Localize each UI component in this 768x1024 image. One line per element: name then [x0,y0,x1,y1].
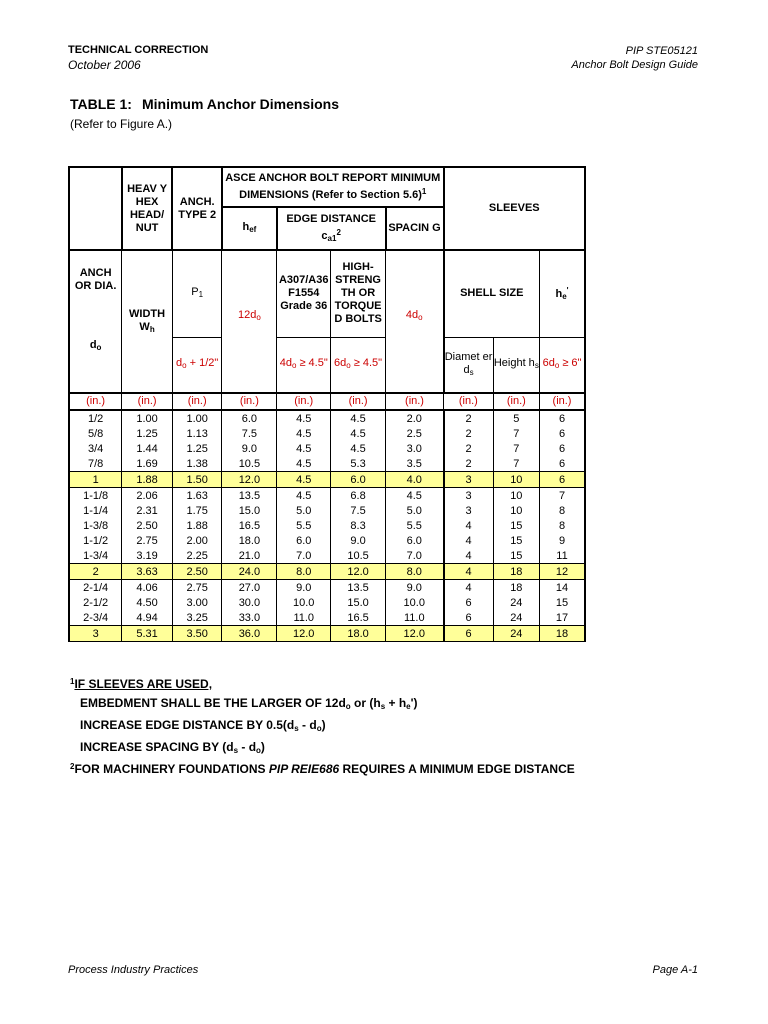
table-cell: 4.0 [386,472,444,488]
unit-cell: (in.) [277,393,331,410]
table-cell: 4.5 [277,456,331,472]
table-cell: 4.5 [277,472,331,488]
note2-reference: PIP REIE686 [268,762,340,776]
table-cell: 4.5 [386,488,444,504]
table-cell: 5.31 [122,626,173,642]
p1-symbol: P [191,286,199,299]
table-title-text: Minimum Anchor Dimensions [141,96,340,112]
header-doc-title: Anchor Bolt Design Guide [571,59,698,71]
table-cell: 4.5 [277,410,331,426]
header-hef [222,207,277,250]
table-row [69,626,585,642]
table-cell: 12.0 [331,564,386,580]
table-cell: 4.5 [331,441,386,456]
table-cell: 2.75 [122,533,173,548]
table-cell: 7 [493,456,539,472]
header-a307: A307/A36 F1554 Grade 36 [277,250,331,337]
anchor-dia-symbol: $d_o$ [89,339,102,352]
table-cell: 30.0 [222,595,277,610]
table-cell: 4 [444,518,494,533]
table-cell: 24 [493,610,539,626]
header-correction: TECHNICAL CORRECTION [68,44,209,56]
table-cell: 3.00 [172,595,222,610]
unit-cell: (in.) [386,393,444,410]
table-cell: 1.00 [172,410,222,426]
table-cell: 5.0 [386,503,444,518]
header-edge-distance [277,207,386,250]
table-cell: 15 [540,595,585,610]
table-cell: 1.69 [122,456,173,472]
table-cell: 4.50 [122,595,173,610]
table-row [69,518,585,533]
note2-text-end: REQUIRES A MINIMUM EDGE DISTANCE [339,762,575,776]
header-sleeves: SLEEVES [444,167,585,250]
table-cell: 1-1/2 [69,533,122,548]
table-cell: 4.5 [331,410,386,426]
table-cell: 1 [69,472,122,488]
table-cell: 15 [493,548,539,564]
table-cell: 21.0 [222,548,277,564]
note2-text: FOR MACHINERY FOUNDATIONS [74,762,269,776]
p1-sub: 1 [198,290,204,300]
table-cell: 1-1/8 [69,488,122,504]
table-cell: 18 [540,626,585,642]
table-cell: 15.0 [331,595,386,610]
table-cell: 11.0 [277,610,331,626]
table-cell: 13.5 [331,580,386,596]
table-cell: 1-3/8 [69,518,122,533]
table-cell: 6 [540,441,585,456]
unit-cell: (in.) [444,393,494,410]
table-cell: 10.0 [386,595,444,610]
unit-cell: (in.) [540,393,585,410]
table-cell: 24 [493,595,539,610]
table-cell: 7 [540,488,585,504]
table-cell: 3.5 [386,456,444,472]
unit-cell: (in.) [69,393,122,410]
footer-page: Page A-1 [652,964,698,976]
table-cell: 6 [540,456,585,472]
table-cell: 6 [444,626,494,642]
header-shell-size: SHELL SIZE [444,250,540,337]
header-anch-type: ANCH. TYPE 2 [172,167,222,250]
table-cell: 2.5 [386,426,444,441]
table-cell: 1.88 [122,472,173,488]
table-cell: 1-3/4 [69,548,122,564]
width-label: WIDTH [129,307,166,320]
header-he: $h_e'$ [540,250,585,337]
table-cell: 2.06 [122,488,173,504]
table-cell: 9.0 [222,441,277,456]
unit-cell: (in.) [122,393,173,410]
unit-cell: (in.) [331,393,386,410]
header-heavy-hex: HEAV Y HEX HEAD/ NUT [122,167,173,250]
table-cell: 1.88 [172,518,222,533]
table-row [69,472,585,488]
table-cell: 8.0 [386,564,444,580]
table-cell: 5.3 [331,456,386,472]
table-cell: 9 [540,533,585,548]
table-cell: 3.0 [386,441,444,456]
table-cell: 3/4 [69,441,122,456]
table-cell: 6.0 [331,472,386,488]
table-cell: 1.25 [172,441,222,456]
table-cell: 7.5 [331,503,386,518]
table-cell: 2.50 [172,564,222,580]
table-cell: 8 [540,518,585,533]
table-cell: 1.44 [122,441,173,456]
table-cell: 3 [444,472,494,488]
note1-embedment: EMBEDMENT SHALL BE THE LARGER OF $12d_o$ or $(h_s + h_e')$ [80,696,418,711]
table-cell: 4.94 [122,610,173,626]
table-cell: 1.63 [172,488,222,504]
table-cell: 3 [444,488,494,504]
table-cell: 9.0 [277,580,331,596]
table-cell: 2 [444,456,494,472]
table-cell: 7.0 [277,548,331,564]
table-row [69,564,585,580]
table-cell: 6.8 [331,488,386,504]
table-cell: 5.5 [386,518,444,533]
table-cell: 9.0 [386,580,444,596]
header-width [122,250,173,393]
table-cell: 1.38 [172,456,222,472]
table-cell: 18 [493,580,539,596]
table-cell: 7 [493,441,539,456]
table-cell: 24 [493,626,539,642]
table-cell: 2.25 [172,548,222,564]
unit-cell: (in.) [493,393,539,410]
header-p1 [172,250,222,337]
table-cell: 18.0 [222,533,277,548]
header-spacing: SPACIN G [386,207,444,250]
table-cell: 27.0 [222,580,277,596]
table-cell: 7 [493,426,539,441]
table-cell: 1.25 [122,426,173,441]
hef-symbol: h [242,221,250,233]
table-cell: 2.50 [122,518,173,533]
table-cell: 14 [540,580,585,596]
table-cell: 16.5 [331,610,386,626]
header-date: October 2006 [68,58,141,72]
table-number: TABLE 1: [70,96,132,112]
table-cell: 2 [444,426,494,441]
header-high-strength: HIGH- STRENG TH OR TORQUE D BOLTS [331,250,386,337]
table-row [69,548,585,564]
table-cell: 3.19 [122,548,173,564]
table-cell: 4 [444,580,494,596]
table-title [70,96,339,112]
table-cell: 6.0 [386,533,444,548]
table-cell: 5.0 [277,503,331,518]
table-cell: 4 [444,564,494,580]
table-cell: 6 [540,410,585,426]
table-cell: 11.0 [386,610,444,626]
header-height: Height $h_s$ [493,337,539,393]
table-cell: 24.0 [222,564,277,580]
table-cell: 2.0 [386,410,444,426]
table-cell: 12 [540,564,585,580]
header-asce-text: ASCE ANCHOR BOLT REPORT MINIMUM DIMENSIONS (Refer to Section 5.6) [225,172,441,201]
table-cell: 3.50 [172,626,222,642]
table-cell: 12.0 [386,626,444,642]
header-anchor-dia [69,250,122,393]
header-edge-a307-value: $4d_o \ge 4.5$" [277,337,331,393]
table-cell: 12.0 [222,472,277,488]
table-cell: 6 [444,595,494,610]
table-row [69,426,585,441]
table-subtitle: (Refer to Figure A.) [70,117,173,131]
table-cell: 4.5 [277,426,331,441]
table-cell: 8.0 [277,564,331,580]
table-cell: 9.0 [331,533,386,548]
table-cell: 4.5 [277,488,331,504]
table-cell: 2-3/4 [69,610,122,626]
table-row [69,456,585,472]
header-hef-value: $12d_o$ [222,250,277,393]
table-cell: 7.5 [222,426,277,441]
table-cell: 16.5 [222,518,277,533]
footer-org: Process Industry Practices [68,964,199,976]
units-row [69,393,585,410]
table-cell: 7/8 [69,456,122,472]
width-symbol: $W_h$ [139,320,155,334]
header-spacing-value: $4d_o$ [386,250,444,393]
table-cell: 6 [540,426,585,441]
table-cell: 1.13 [172,426,222,441]
table-cell: 6.0 [222,410,277,426]
table-cell: 10.5 [331,548,386,564]
unit-cell: (in.) [222,393,277,410]
note1-edge-distance: INCREASE EDGE DISTANCE BY $0.5(d_s - d_o)$ [80,718,326,733]
table-cell: 15 [493,518,539,533]
table-row [69,488,585,504]
header-edge-hs-value: $6d_o \ge 4.5$" [331,337,386,393]
table-cell: 8.3 [331,518,386,533]
table-cell: 10 [493,503,539,518]
table-cell: 11 [540,548,585,564]
table-cell: 1.75 [172,503,222,518]
table-cell: 2.31 [122,503,173,518]
edge-distance-label: EDGE DISTANCE [286,212,376,225]
note1-sup: 1 [70,677,75,686]
notes-block [70,672,417,760]
table-cell: 3.63 [122,564,173,580]
table-cell: 5.5 [277,518,331,533]
table-cell: 36.0 [222,626,277,642]
table-cell: 12.0 [277,626,331,642]
note1-spacing: INCREASE SPACING BY $(d_s - d_o)$ [80,740,265,755]
table-cell: 2 [444,410,494,426]
header-blank-cell [69,167,122,250]
table-cell: 1.50 [172,472,222,488]
table-cell: 13.5 [222,488,277,504]
table-cell: 3.25 [172,610,222,626]
anchor-dia-label: ANCH OR DIA. [74,267,117,292]
header-asce [222,167,444,207]
table-cell: 10 [493,488,539,504]
table-cell: 10 [493,472,539,488]
header-doc-id: PIP STE05121 [625,45,698,57]
table-cell: 4 [444,533,494,548]
table-cell: 17 [540,610,585,626]
table-cell: 5/8 [69,426,122,441]
table-cell: 1-1/4 [69,503,122,518]
note1-title: IF SLEEVES ARE USED, [74,677,213,691]
table-cell: 1/2 [69,410,122,426]
table-cell: 3 [444,503,494,518]
table-cell: 4.06 [122,580,173,596]
table-cell: 2 [444,441,494,456]
table-row [69,441,585,456]
note1-heading [70,672,417,694]
table-cell: 2.75 [172,580,222,596]
table-cell: 10.0 [277,595,331,610]
unit-cell: (in.) [172,393,222,410]
table-cell: 5 [493,410,539,426]
table-cell: 18 [493,564,539,580]
header-diameter: Diamet er $d_s$ [444,337,494,393]
table-cell: 7.0 [386,548,444,564]
table-cell: 4.5 [277,441,331,456]
anchor-dimensions-table [68,166,586,642]
table-cell: 8 [540,503,585,518]
table-row [69,595,585,610]
table-row [69,503,585,518]
header-asce-sup: 1 [421,187,427,196]
hef-sub: ef [249,225,257,234]
table-cell: 33.0 [222,610,277,626]
table-cell: 15 [493,533,539,548]
table-cell: 1.00 [122,410,173,426]
note2-sup: 2 [70,762,75,771]
header-p1-value: $d_o + 1/2$" [172,337,222,393]
edge-distance-symbol: $c_{a1}^2$ [321,227,341,243]
table-cell: 10.5 [222,456,277,472]
table-cell: 3 [69,626,122,642]
table-row [69,533,585,548]
table-row [69,580,585,596]
table-cell: 2 [69,564,122,580]
table-cell: 2.00 [172,533,222,548]
note2 [70,762,588,776]
table-cell: 6.0 [277,533,331,548]
table-cell: 18.0 [331,626,386,642]
table-cell: 4.5 [331,426,386,441]
table-cell: 6 [444,610,494,626]
table-cell: 4 [444,548,494,564]
table-cell: 2-1/2 [69,595,122,610]
table-row [69,610,585,626]
header-he-value: $6d_o \ge 6$" [540,337,585,393]
table-cell: 2-1/4 [69,580,122,596]
table-cell: 15.0 [222,503,277,518]
table-cell: 6 [540,472,585,488]
table-row [69,410,585,426]
